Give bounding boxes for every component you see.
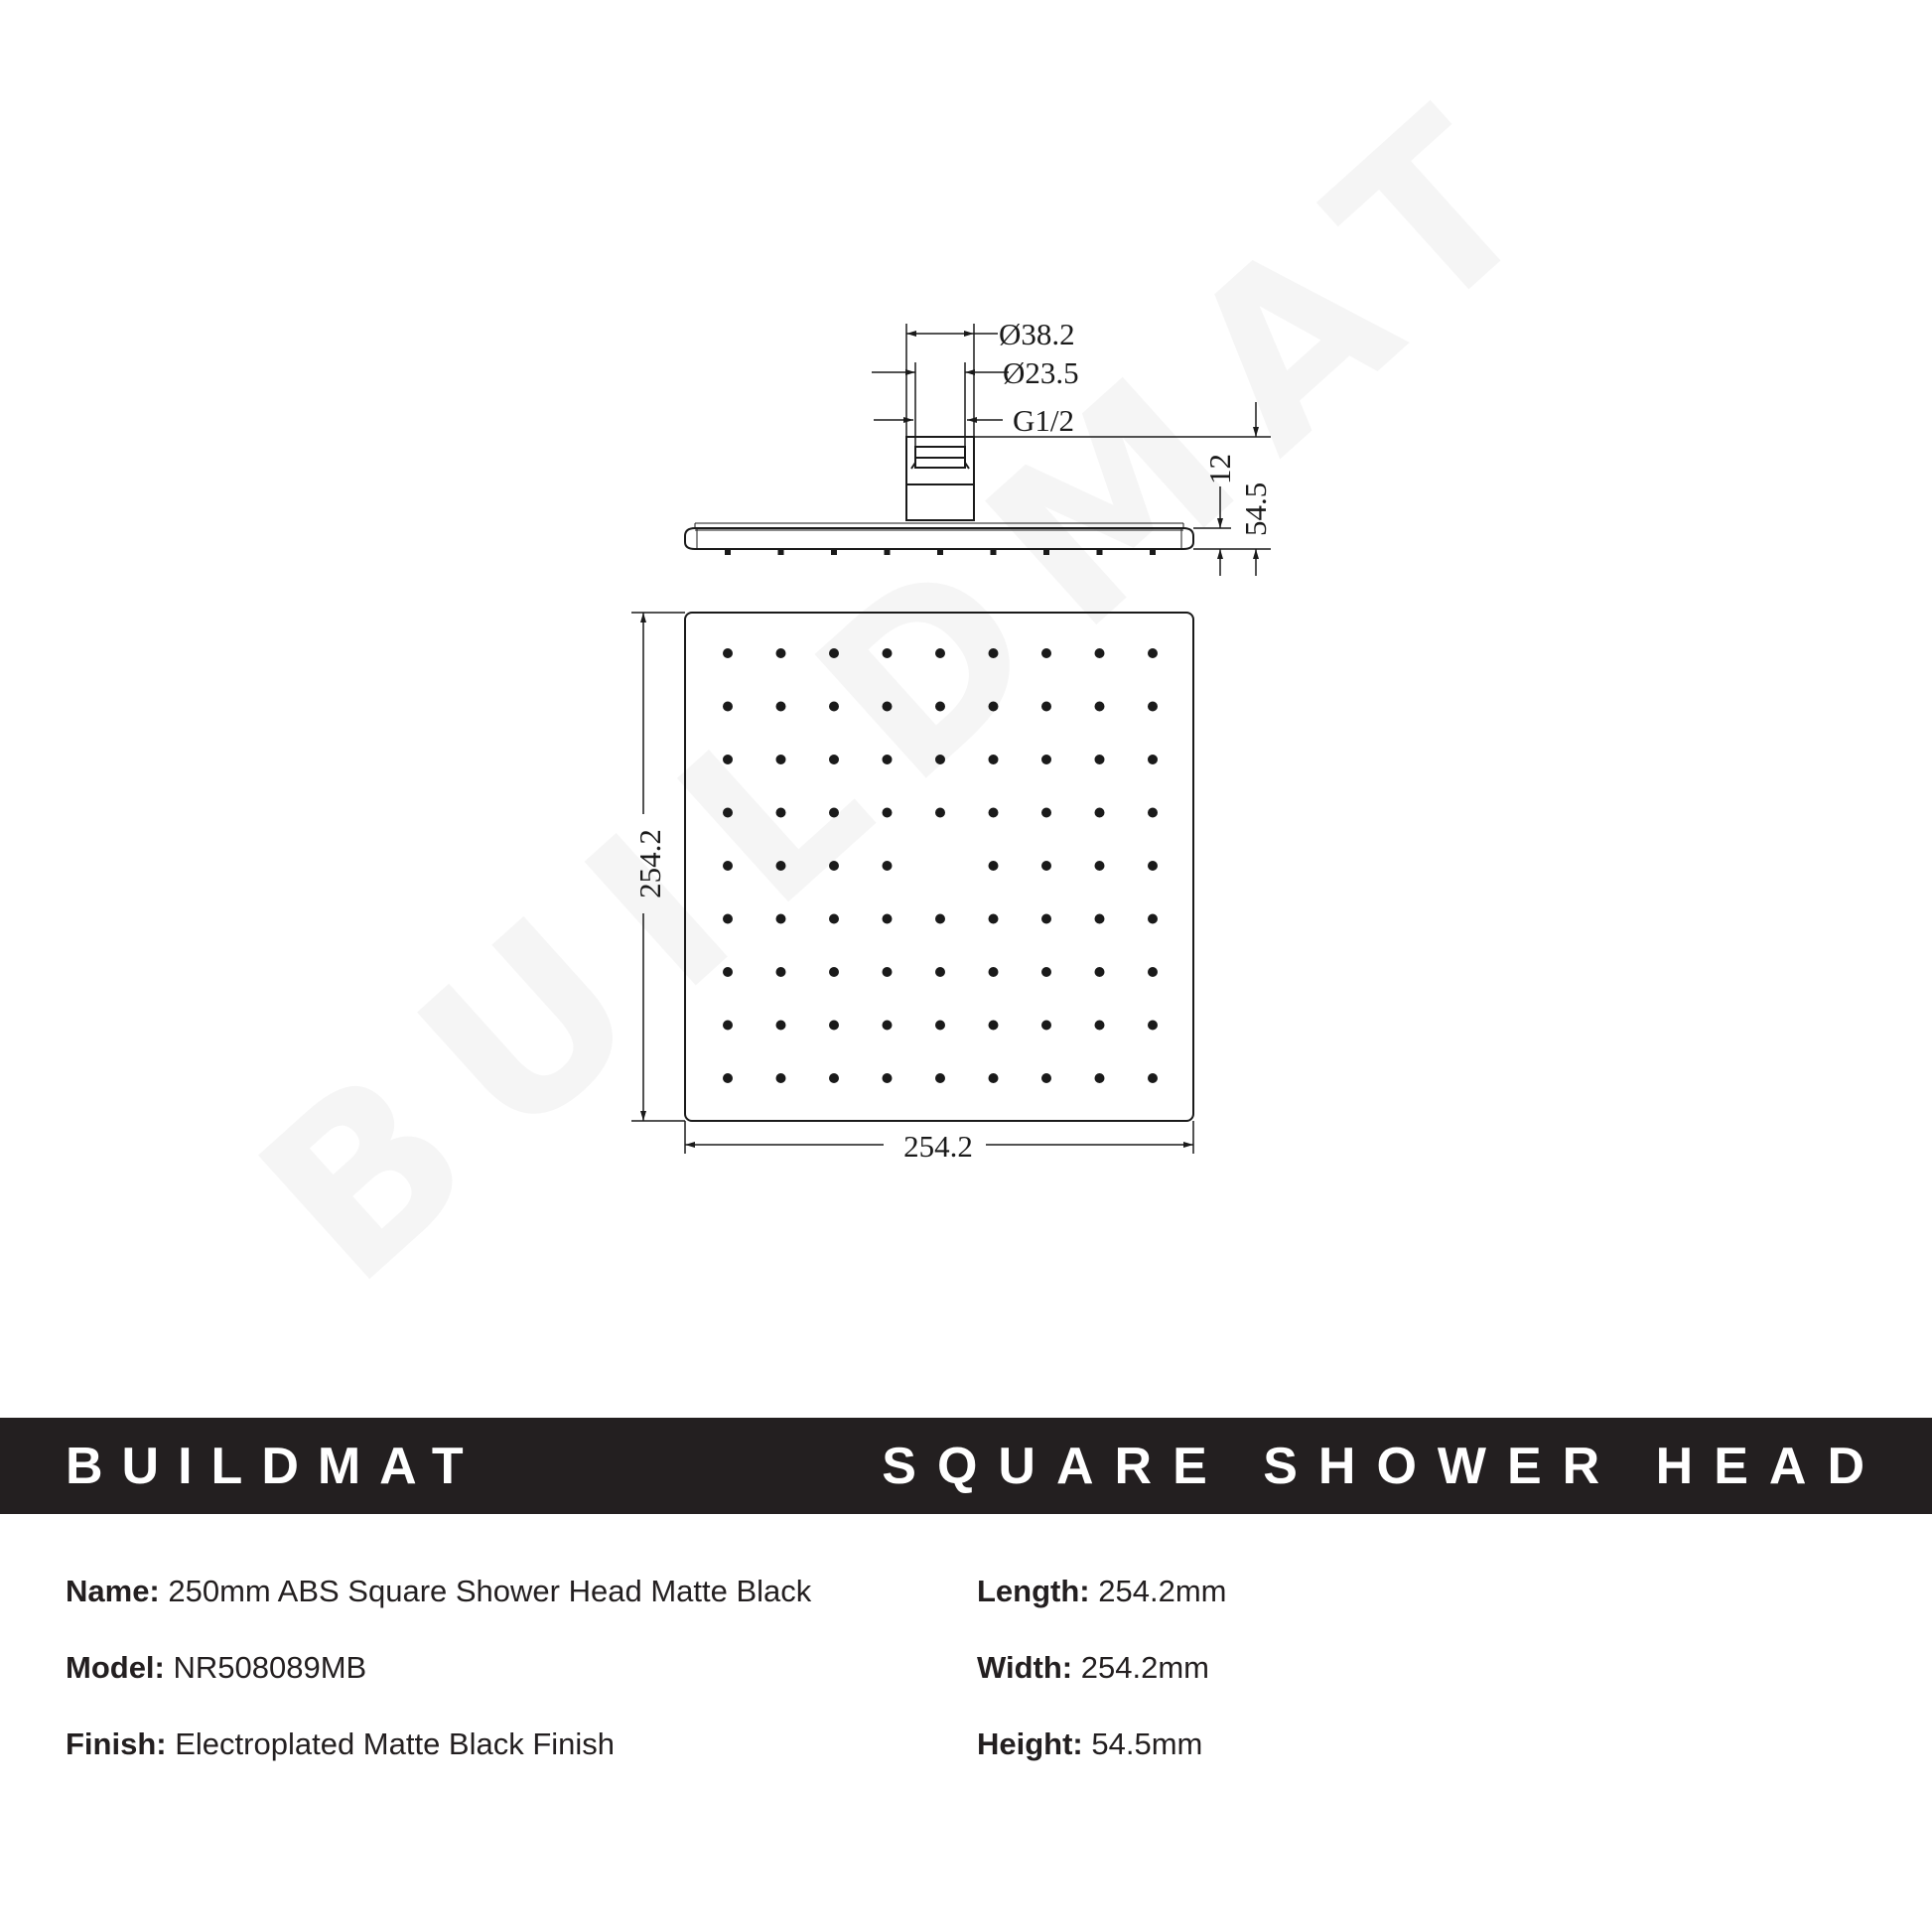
spec-name-value: 250mm ABS Square Shower Head Matte Black bbox=[168, 1574, 812, 1608]
nozzle bbox=[989, 702, 999, 712]
label-outer-diameter: Ø38.2 bbox=[999, 317, 1075, 351]
nozzle bbox=[883, 755, 893, 764]
nozzle bbox=[829, 1073, 839, 1083]
spec-length bbox=[977, 1574, 1227, 1609]
nozzle bbox=[776, 808, 786, 818]
nozzle bbox=[883, 861, 893, 871]
label-plate-thickness: 12 bbox=[1202, 454, 1237, 484]
label-side-length: 254.2 bbox=[632, 829, 667, 898]
nozzle bbox=[1095, 1073, 1105, 1083]
side-nozzle bbox=[1150, 549, 1156, 555]
title-band bbox=[0, 1418, 1932, 1514]
nozzle bbox=[1148, 648, 1158, 658]
label-bottom-width: 254.2 bbox=[903, 1129, 973, 1164]
spec-height-value: 54.5mm bbox=[1091, 1726, 1203, 1761]
nozzle bbox=[776, 1073, 786, 1083]
side-nozzle bbox=[991, 549, 997, 555]
nozzle bbox=[829, 1021, 839, 1031]
nozzle bbox=[1095, 702, 1105, 712]
label-total-height: 54.5 bbox=[1238, 482, 1273, 536]
label-thread: G1/2 bbox=[1013, 403, 1074, 438]
nozzle bbox=[1095, 808, 1105, 818]
nozzle bbox=[1041, 702, 1051, 712]
nozzle bbox=[883, 967, 893, 977]
nozzle bbox=[1148, 1021, 1158, 1031]
nozzle bbox=[935, 967, 945, 977]
nozzle bbox=[935, 648, 945, 658]
nozzle bbox=[989, 648, 999, 658]
side-nozzle bbox=[725, 549, 731, 555]
nozzle bbox=[776, 967, 786, 977]
nozzle bbox=[829, 861, 839, 871]
spec-model-value: NR508089MB bbox=[173, 1650, 367, 1685]
spec-width-label: Width: bbox=[977, 1650, 1073, 1685]
side-nozzle bbox=[937, 549, 943, 555]
side-nozzle bbox=[1097, 549, 1103, 555]
spec-name-label: Name: bbox=[66, 1574, 160, 1608]
nozzle bbox=[776, 755, 786, 764]
nozzle bbox=[1148, 1073, 1158, 1083]
nozzle bbox=[1095, 914, 1105, 924]
nozzle bbox=[883, 648, 893, 658]
spec-finish-label: Finish: bbox=[66, 1726, 167, 1761]
nozzle bbox=[1148, 808, 1158, 818]
spec-width-value: 254.2mm bbox=[1080, 1650, 1209, 1685]
nozzle bbox=[829, 648, 839, 658]
product-title: SQUARE SHOWER HEAD bbox=[882, 1437, 1885, 1495]
nozzle bbox=[1041, 808, 1051, 818]
label-inner-diameter: Ø23.5 bbox=[1003, 355, 1079, 390]
side-nozzle bbox=[885, 549, 891, 555]
nozzle bbox=[1148, 702, 1158, 712]
spec-finish bbox=[66, 1726, 615, 1762]
spec-length-label: Length: bbox=[977, 1574, 1090, 1608]
nozzle bbox=[989, 1073, 999, 1083]
nozzle bbox=[776, 861, 786, 871]
nozzle bbox=[883, 808, 893, 818]
nozzle bbox=[1041, 648, 1051, 658]
spec-finish-value: Electroplated Matte Black Finish bbox=[175, 1726, 616, 1761]
nozzle bbox=[1148, 755, 1158, 764]
nozzle bbox=[1041, 1073, 1051, 1083]
nozzle bbox=[989, 1021, 999, 1031]
nozzle bbox=[723, 755, 733, 764]
nozzle bbox=[1041, 861, 1051, 871]
dim-inner-diameter bbox=[872, 362, 1009, 447]
spec-length-value: 254.2mm bbox=[1098, 1574, 1227, 1608]
nozzle bbox=[989, 914, 999, 924]
nozzle bbox=[1041, 1021, 1051, 1031]
nozzle bbox=[989, 755, 999, 764]
nozzle bbox=[989, 808, 999, 818]
nozzle bbox=[1095, 648, 1105, 658]
nozzle bbox=[723, 648, 733, 658]
nozzle bbox=[935, 914, 945, 924]
nozzle bbox=[723, 1073, 733, 1083]
spec-model bbox=[66, 1650, 366, 1686]
spec-height-label: Height: bbox=[977, 1726, 1083, 1761]
nozzle bbox=[935, 1073, 945, 1083]
nozzle bbox=[1041, 967, 1051, 977]
nozzle bbox=[723, 1021, 733, 1031]
nozzle bbox=[935, 1021, 945, 1031]
nozzle bbox=[723, 702, 733, 712]
nozzle bbox=[776, 648, 786, 658]
brand-name: BUILDMAT bbox=[66, 1437, 483, 1495]
nozzle bbox=[723, 967, 733, 977]
nozzle bbox=[989, 861, 999, 871]
nozzle bbox=[829, 967, 839, 977]
side-nozzle bbox=[831, 549, 837, 555]
nozzle bbox=[989, 967, 999, 977]
side-nozzle bbox=[778, 549, 784, 555]
nozzle bbox=[723, 914, 733, 924]
nozzle bbox=[883, 914, 893, 924]
nozzle bbox=[829, 702, 839, 712]
nozzle bbox=[776, 914, 786, 924]
nozzle bbox=[1148, 861, 1158, 871]
nozzle bbox=[883, 1073, 893, 1083]
nozzle bbox=[723, 861, 733, 871]
spec-height bbox=[977, 1726, 1202, 1762]
nozzle bbox=[829, 914, 839, 924]
nozzle bbox=[829, 808, 839, 818]
side-nozzle bbox=[1043, 549, 1049, 555]
nozzle bbox=[776, 702, 786, 712]
nozzle bbox=[723, 808, 733, 818]
nozzle bbox=[935, 808, 945, 818]
spec-width bbox=[977, 1650, 1209, 1686]
nozzle bbox=[1041, 755, 1051, 764]
nozzle bbox=[1095, 861, 1105, 871]
nozzle bbox=[883, 702, 893, 712]
nozzle bbox=[829, 755, 839, 764]
nozzle bbox=[935, 755, 945, 764]
nozzle bbox=[1041, 914, 1051, 924]
nozzle bbox=[1095, 967, 1105, 977]
nozzle bbox=[1095, 1021, 1105, 1031]
nozzle bbox=[883, 1021, 893, 1031]
spec-name bbox=[66, 1574, 811, 1609]
nozzle bbox=[1148, 967, 1158, 977]
nozzle bbox=[935, 702, 945, 712]
spec-model-label: Model: bbox=[66, 1650, 165, 1685]
nozzle bbox=[1095, 755, 1105, 764]
nozzle bbox=[1148, 914, 1158, 924]
nozzle bbox=[776, 1021, 786, 1031]
